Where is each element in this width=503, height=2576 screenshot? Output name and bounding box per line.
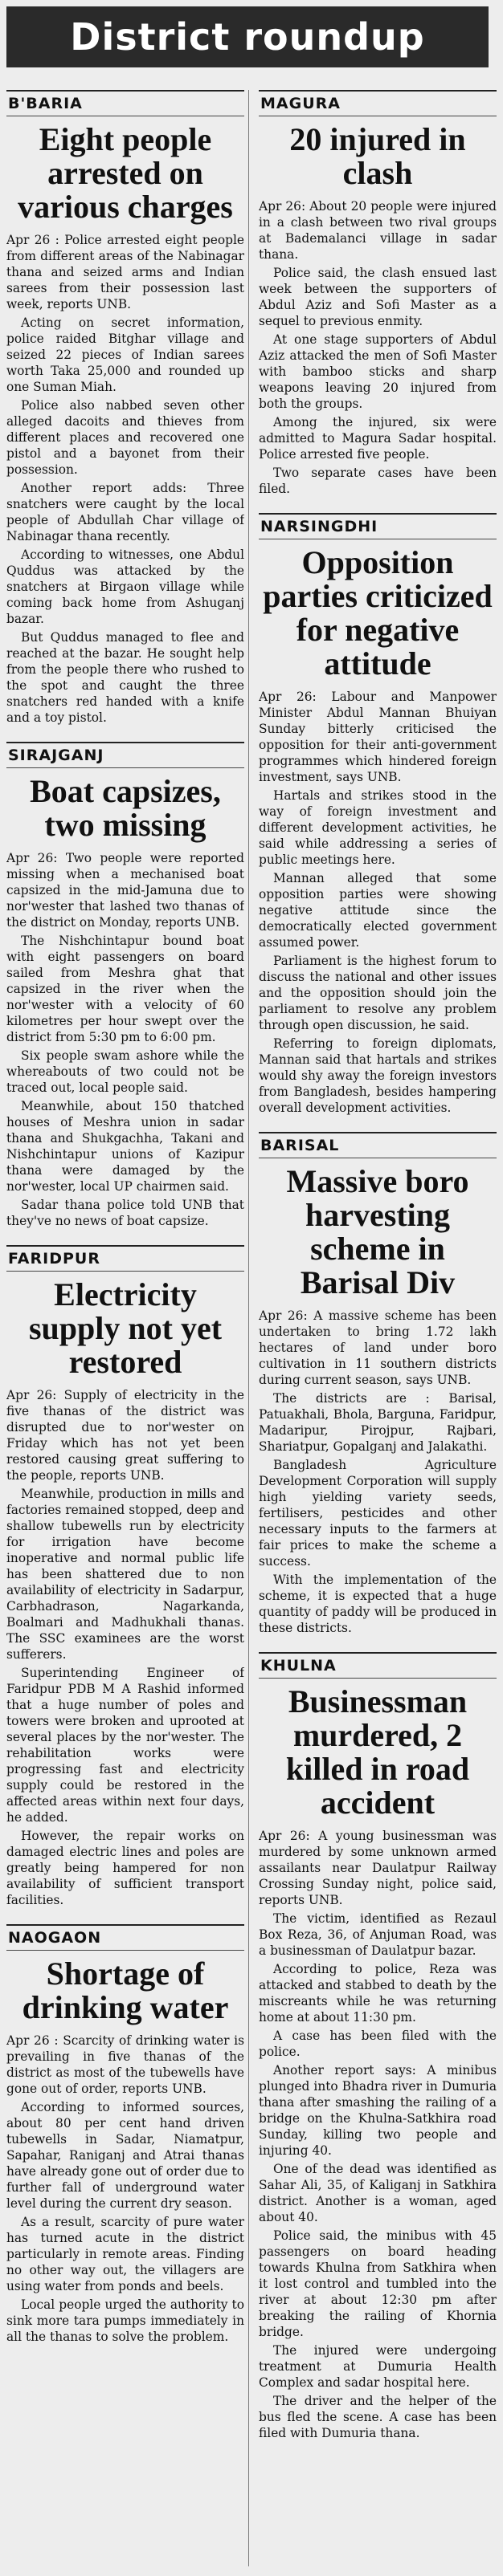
dateline-tag: MAGURA bbox=[259, 90, 497, 116]
story-paragraph: Police said, the clash ensued last week between the supporters of Abdul Aziz and Sofi Master as a sequel to previous enmity. bbox=[259, 266, 497, 328]
story-paragraph: Hartals and strikes stood in the way of foreign investment and different development activities, he said while addressing a series of public meetings here. bbox=[259, 788, 497, 867]
right-column bbox=[259, 90, 497, 2570]
story-headline: Shortage of drinking water bbox=[22, 1955, 229, 2025]
story-headline: Opposition parties criticized for negative attitude bbox=[263, 544, 493, 682]
story-paragraph: Apr 26 : Scarcity of drinking water is prevailing in five thanas of the district as most of the tubewells have gone out of order, reports UNB. bbox=[6, 2033, 244, 2096]
story-headline: Electricity supply not yet restored bbox=[28, 1276, 223, 1380]
story-paragraph: One of the dead was identified as Sahar Ali, 35, of Kaliganj in Satkhira district. Another is a woman, aged about 40. bbox=[259, 2162, 497, 2224]
story-naogaon bbox=[6, 1924, 244, 2345]
story-paragraph: Parliament is the highest forum to discuss the national and other issues and the opposition should join the parliament to resolve any problem through open discussion, he said. bbox=[259, 954, 497, 1032]
story-b-baria bbox=[6, 90, 244, 726]
section-banner bbox=[6, 6, 489, 67]
left-column bbox=[6, 90, 244, 2570]
story-paragraph: Bangladesh Agriculture Development Corporation will supply high yielding variety seeds, fertilisers, pesticides and other necessary inputs to the farmers at fair prices to make the scheme a success. bbox=[259, 1458, 497, 1569]
story-paragraph: The Nishchintapur bound boat with eight passengers on board sailed from Meshra ghat that capsized in the river when the nor'wester with a velocity of 60 kilometres per hour swept over the district from 5:30 pm to 6:00 pm. bbox=[6, 934, 244, 1044]
story-paragraph: Superintending Engineer of Faridpur PDB M A Rashid informed that a huge number of poles and towers were broken and uprooted at several places by the nor'wester. The rehabilitation works were progressing fast and electricity supply could be restored in the affected areas within next four days, he added. bbox=[6, 1666, 244, 1825]
story-paragraph: Among the injured, six were admitted to Magura Sadar hospital. Police arrested five people. bbox=[259, 415, 497, 462]
story-paragraph: A case has been filed with the police. bbox=[259, 2029, 497, 2059]
story-paragraph: But Quddus managed to flee and reached at the bazar. He sought help from the people there who rushed to the spot and caught the three snatchers red handed with a knife and a toy pistol. bbox=[6, 630, 244, 725]
story-paragraph: Apr 26: Labour and Manpower Minister Abdul Mannan Bhuiyan Sunday bitterly criticised the opposition for their anti-government programmes which hindered foreign investment, says UNB. bbox=[259, 690, 497, 784]
story-headline: Boat capsizes, two missing bbox=[30, 773, 221, 843]
story-paragraph: Apr 26 : Police arrested eight people from different areas of the Nabinagar thana and seized arms and Indian sarees from their possession last week, reports UNB. bbox=[6, 233, 244, 311]
story-paragraph: Police said, the minibus with 45 passengers on board heading towards Khulna from Satkhira when it lost control and tumbled into the river at about 12:30 pm after breaking the railing of Khornia bridge. bbox=[259, 2228, 497, 2339]
story-sirajganj bbox=[6, 742, 244, 1229]
story-paragraph: Mannan alleged that some opposition parties were showing negative attitude since the democratically elected government assumed power. bbox=[259, 871, 497, 950]
story-paragraph: The injured were undergoing treatment at Dumuria Health Complex and sadar hospital here. bbox=[259, 2343, 497, 2390]
story-barisal bbox=[259, 1132, 497, 1636]
story-paragraph: Apr 26: A massive scheme has been undertaken to bring 1.72 lakh hectares of land under boro cultivation in 11 southern districts during current season, says UNB. bbox=[259, 1308, 497, 1387]
story-headline: Businessman murdered, 2 killed in road accident bbox=[285, 1683, 470, 1821]
story-paragraph: With the implementation of the scheme, it is expected that a huge quantity of paddy will be produced in these districts. bbox=[259, 1573, 497, 1635]
story-paragraph: Apr 26: Two people were reported missing when a mechanised boat capsized in the mid-Jamuna due to nor'wester that lashed two thanas of the district on Monday, reports UNB. bbox=[6, 851, 244, 930]
story-paragraph: Another report adds: Three snatchers were caught by the local people of Abdullah Char village of Nabinagar thana recently. bbox=[6, 481, 244, 543]
story-headline: Massive boro harvesting scheme in Barisal Div bbox=[286, 1163, 469, 1300]
story-headline: 20 injured in clash bbox=[289, 121, 466, 191]
story-body bbox=[259, 198, 497, 497]
dateline-tag: BARISAL bbox=[259, 1132, 497, 1158]
dateline-tag: B'BARIA bbox=[6, 90, 244, 116]
story-body bbox=[259, 1308, 497, 1636]
story-paragraph: Another report says: A minibus plunged into Bhadra river in Dumuria thana after smashing the railing of a bridge on the Khulna-Satkhira road Sunday, killing two people and injuring 40. bbox=[259, 2063, 497, 2158]
story-paragraph: The victim, identified as Rezaul Box Reza, 36, of Anjuman Road, was a businessman of Daulatpur bazar. bbox=[259, 1911, 497, 1958]
story-narsingdhi bbox=[259, 513, 497, 1116]
story-faridpur bbox=[6, 1245, 244, 1908]
story-paragraph: Apr 26: About 20 people were injured in a clash between two rival groups at Bademalanci village in sadar thana. bbox=[259, 199, 497, 262]
story-paragraph: Six people swam ashore while the whereabouts of two could not be traced out, local people said. bbox=[6, 1048, 244, 1095]
story-paragraph: According to informed sources, about 80 per cent hand driven tubewells in Sadar, Niamatpur, Sapahar, Raniganj and Atrai thanas have already gone out of order due to further fall of underground water level during the current dry season. bbox=[6, 2100, 244, 2211]
story-paragraph: Referring to foreign diplomats, Mannan said that hartals and strikes would shy away the foreign investors from Bangladesh, besides hampering overall development activities. bbox=[259, 1036, 497, 1115]
column-divider bbox=[248, 90, 249, 2566]
story-magura bbox=[259, 90, 497, 497]
dateline-tag: FARIDPUR bbox=[6, 1245, 244, 1272]
story-body bbox=[259, 1828, 497, 2441]
story-paragraph: At one stage supporters of Abdul Aziz attacked the men of Sofi Master with bamboo sticks and sharp weapons leaving 20 injured from both the groups. bbox=[259, 332, 497, 411]
story-paragraph: Apr 26: A young businessman was murdered by some unknown armed assailants near Daulatpur Railway Crossing Sunday night, police said, reports UNB. bbox=[259, 1829, 497, 1907]
story-body bbox=[259, 689, 497, 1116]
dateline-tag: NAOGAON bbox=[6, 1924, 244, 1951]
story-paragraph: According to witnesses, one Abdul Quddus was attacked by the snatchers at Birgaon village while coming back home from Ashuganj bazar. bbox=[6, 547, 244, 626]
story-paragraph: Apr 26: Supply of electricity in the five thanas of the district was disrupted due to nor'wester on Friday which has not yet been restored causing great suffering to the people, reports UNB. bbox=[6, 1388, 244, 1483]
story-body bbox=[6, 1387, 244, 1908]
story-body bbox=[6, 2033, 244, 2345]
dateline-tag: SIRAJGANJ bbox=[6, 742, 244, 768]
story-paragraph: According to police, Reza was attacked and stabbed to death by the miscreants while he was returning home at about 11:30 pm. bbox=[259, 1962, 497, 2025]
story-paragraph: Local people urged the authority to sink more tara pumps immediately in all the thanas to solve the problem. bbox=[6, 2297, 244, 2344]
story-body bbox=[6, 232, 244, 726]
story-paragraph: Meanwhile, production in mills and factories remained stopped, deep and shallow tubewells run by electricity for irrigation have become inoperative and normal public life has been shattered due to non availability of electricity in Sadarpur, Carbhadrason, Nagarkanda, Boalmari and Madhukhali thanas. The SSC examinees are the worst sufferers. bbox=[6, 1487, 244, 1662]
story-khulna bbox=[259, 1652, 497, 2441]
story-paragraph: As a result, scarcity of pure water has turned acute in the district particularly in remote areas. Finding no other way out, the villagers are using water from ponds and beels. bbox=[6, 2215, 244, 2293]
story-paragraph: Acting on secret information, police raided Bitghar village and seized 22 pieces of Indian sarees worth Taka 25,000 and rounded up one Suman Miah. bbox=[6, 315, 244, 394]
story-paragraph: Meanwhile, about 150 thatched houses of Meshra union in sadar thana and Shukgachha, Takani and Nishchintapur unions of Kazipur thana were damaged by the nor'wester, local UP chairmen said. bbox=[6, 1099, 244, 1194]
dateline-tag: NARSINGDHI bbox=[259, 513, 497, 539]
story-paragraph: However, the repair works on damaged electric lines and poles are greatly being hampered for non availability of sufficient transport facilities. bbox=[6, 1829, 244, 1907]
story-paragraph: The districts are : Barisal, Patuakhali, Bhola, Barguna, Faridpur, Madaripur, Pirojpur, Rajbari, Shariatpur, Gopalganj and Jalakathi. bbox=[259, 1391, 497, 1454]
story-paragraph: Two separate cases have been filed. bbox=[259, 466, 497, 496]
dateline-tag: KHULNA bbox=[259, 1652, 497, 1679]
story-body bbox=[6, 850, 244, 1229]
story-paragraph: Sadar thana police told UNB that they've no news of boat capsize. bbox=[6, 1198, 244, 1228]
story-paragraph: The driver and the helper of the bus fled the scene. A case has been filed with Dumuria thana. bbox=[259, 2394, 497, 2440]
story-headline: Eight people arrested on various charges bbox=[18, 121, 233, 225]
story-paragraph: Police also nabbed seven other alleged dacoits and thieves from different places and recovered one pistol and a bayonet from their possession. bbox=[6, 398, 244, 477]
section-title: District roundup bbox=[70, 15, 425, 59]
